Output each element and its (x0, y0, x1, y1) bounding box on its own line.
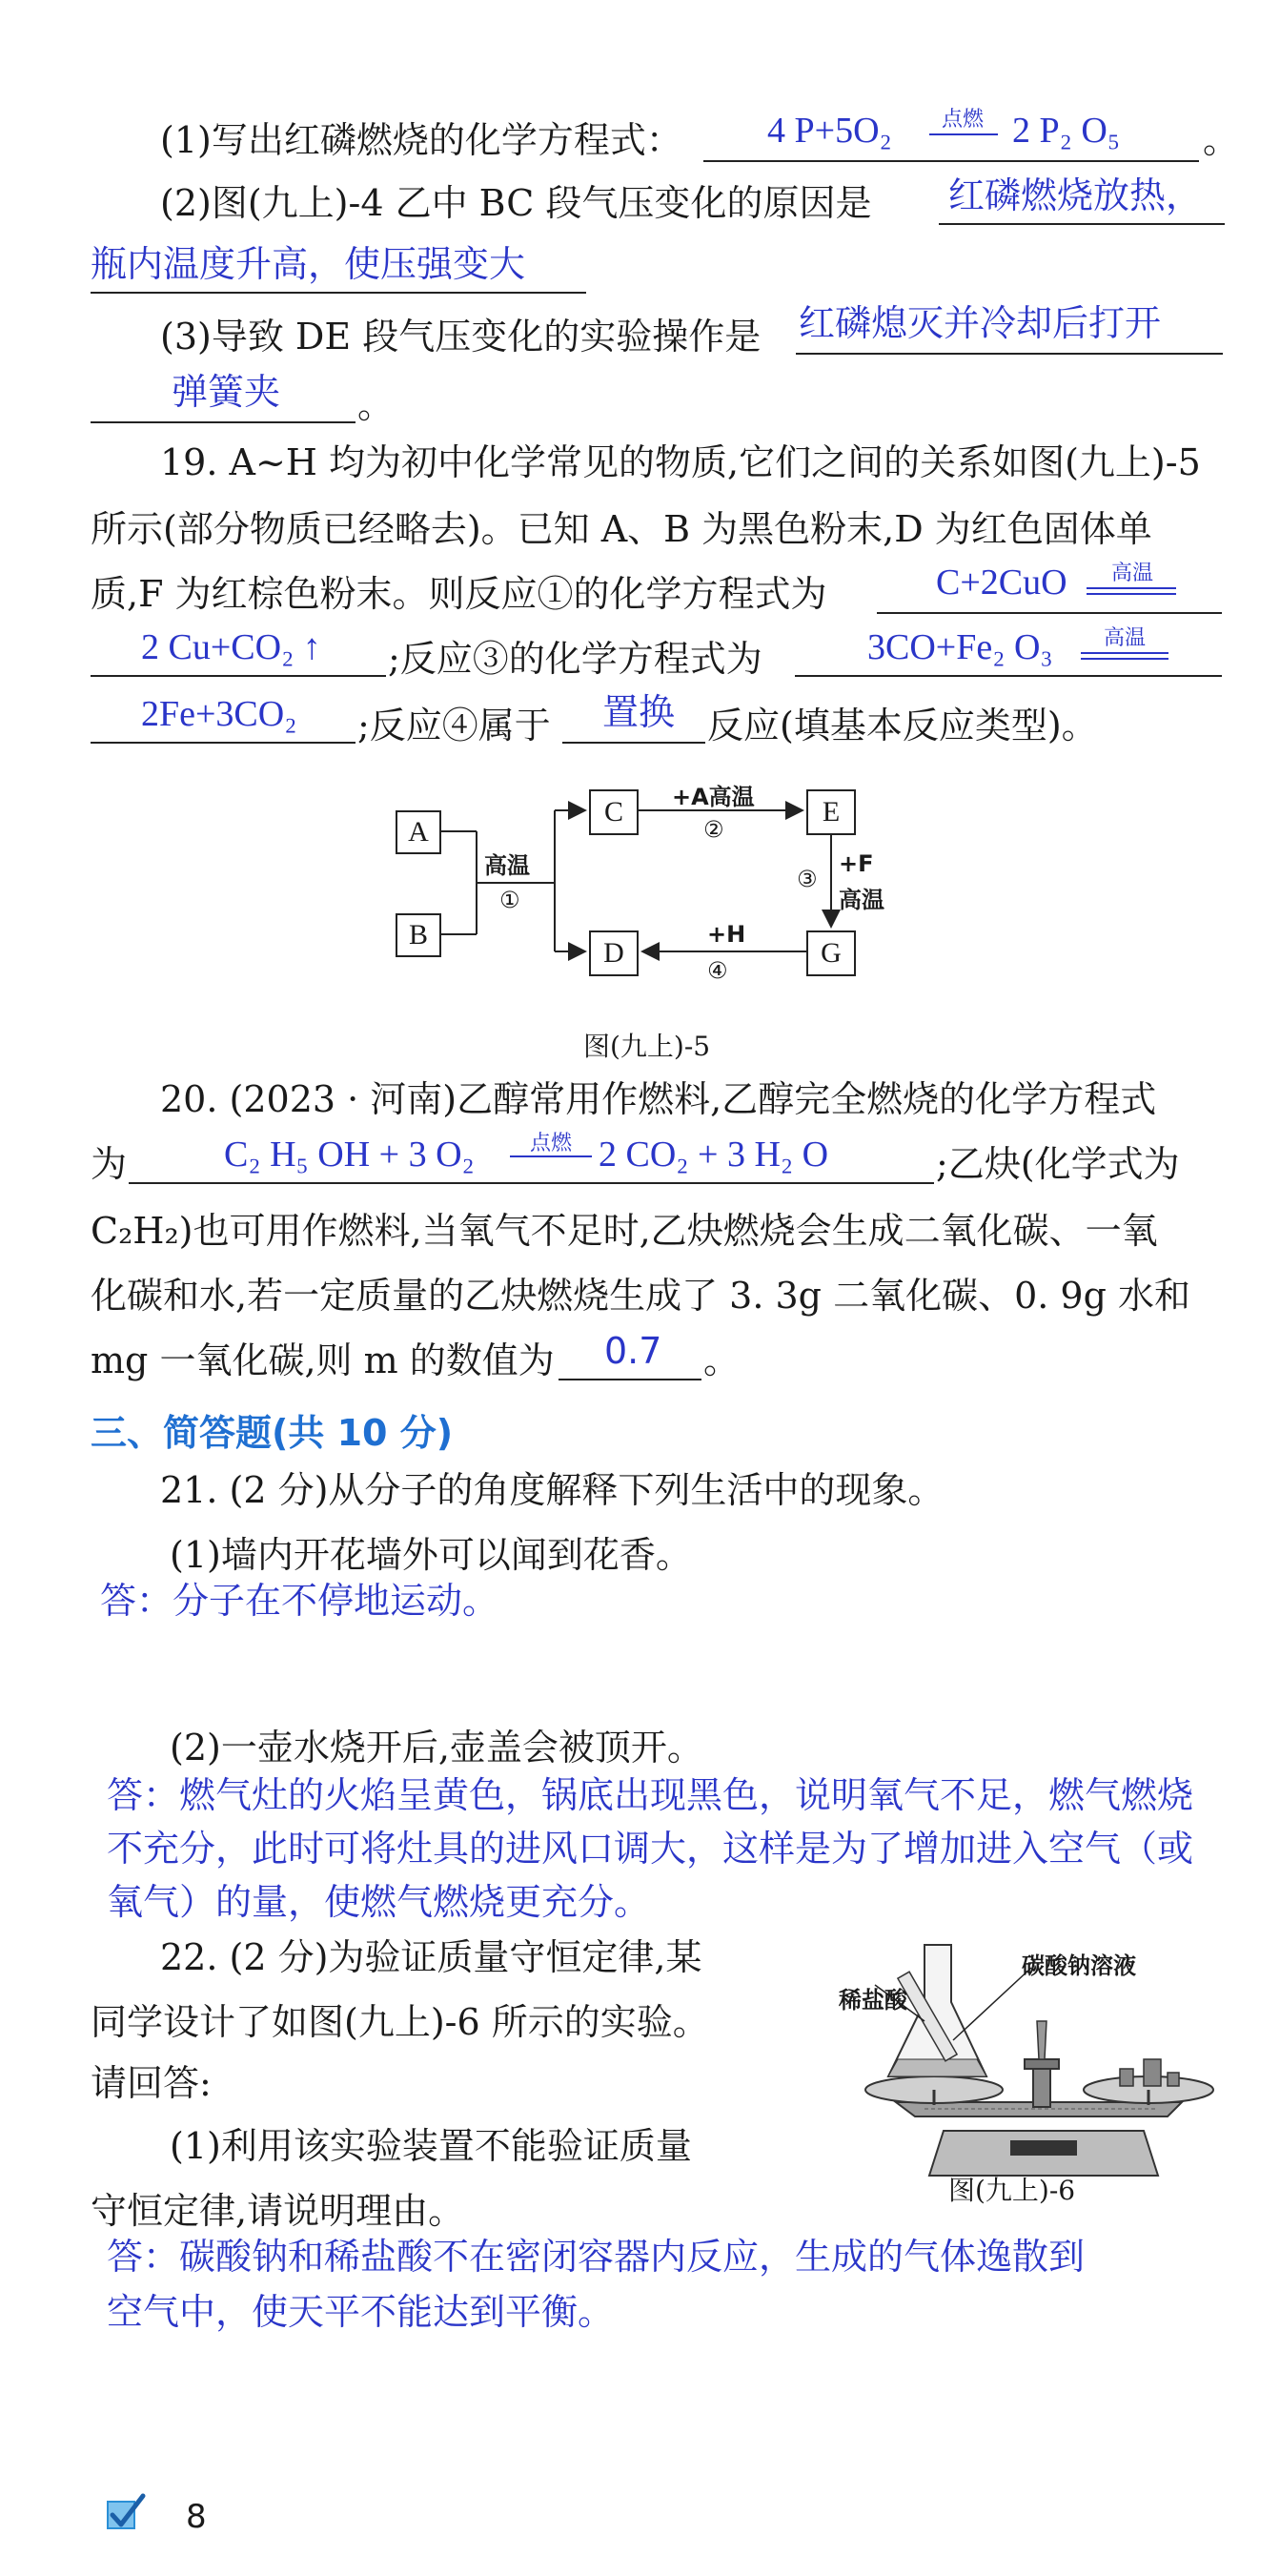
q21-part1: (1)墙内开花墙外可以闻到花香。 (170, 1534, 692, 1576)
node-c: C (589, 789, 639, 835)
q21-part2-answer-1: 答：燃气灶的火焰呈黄色，锅底出现黑色，说明氧气不足，燃气燃烧 (107, 1774, 1194, 1816)
period: 。 (1203, 119, 1240, 161)
q18-part3-answer-1: 红磷熄灭并冷却后打开 (799, 302, 1162, 344)
answer-blank (129, 1182, 934, 1184)
q20-eq-right: 2 CO₂ + 3 H₂ O (599, 1135, 829, 1175)
q18-part2-label: (2)图(九上)-4 乙中 BC 段气压变化的原因是 (160, 182, 872, 224)
page-number: 8 (186, 2498, 207, 2536)
period: 。 (703, 1339, 741, 1381)
section-title: 三、简答题(共 10 分) (91, 1412, 454, 1454)
node-d: D (589, 930, 639, 976)
node-a: A (396, 810, 441, 854)
q20-line5: mg 一氧化碳,则 m 的数值为 (91, 1339, 555, 1381)
q19-eq1-condition: 高温 (1110, 562, 1153, 585)
q18-eq-left: 4 P+5O₂ (767, 111, 892, 151)
label-reaction-2: ② (703, 816, 724, 843)
q19-line5-end: 反应(填基本反应类型)。 (707, 705, 1098, 746)
q22-line3: 请回答: (91, 2062, 212, 2104)
q20-line2-end: ;乙炔(化学式为 (936, 1143, 1180, 1185)
q21-part2-answer-3: 氧气）的量，使燃气燃烧更充分。 (107, 1881, 651, 1923)
q18-part1-label: (1)写出红磷燃烧的化学方程式： (160, 119, 682, 161)
q20-line4: 化碳和水,若一定质量的乙炔燃烧生成了 3. 3g 二氧化碳、0. 9g 水和 (91, 1275, 1190, 1317)
label-gaowen: 高温 (484, 852, 530, 879)
q19-line4: ;反应③的化学方程式为 (388, 638, 762, 680)
q19-eq3-left: 3CO+Fe₂ O₃ (867, 627, 1053, 667)
label-sodium-carbonate: 碳酸钠溶液 (1022, 1952, 1136, 1979)
q19-eq1-left: C+2CuO (936, 562, 1067, 603)
q18-part3-label: (3)导致 DE 段气压变化的实验操作是 (160, 316, 762, 358)
period: 。 (357, 384, 395, 426)
diagram-arrows (0, 0, 1280, 1030)
label-reaction-3: ③ (797, 866, 818, 892)
q18-part2-answer-2: 瓶内温度升高，使压强变大 (91, 243, 526, 285)
q18-part3-answer-2: 弹簧夹 (172, 371, 281, 413)
q21-stem: 21. (2 分)从分子的角度解释下列生活中的现象。 (160, 1469, 945, 1511)
q18-eq-condition: 点燃 (941, 108, 984, 132)
label-reaction-4: ④ (707, 957, 728, 984)
q19-line5: ;反应④属于 (357, 705, 551, 746)
q22-line4: (1)利用该实验装置不能验证质量 (170, 2125, 692, 2167)
q19-eq3-right: 2Fe+3CO₂ (141, 694, 297, 734)
condition-bar (510, 1155, 592, 1157)
q18-eq-right: 2 P₂ O₅ (1012, 111, 1121, 151)
q19-line1: 19. A~H 均为初中化学常见的物质,它们之间的关系如图(九上)-5 (160, 441, 1201, 483)
q19-reaction-type-answer: 置换 (602, 691, 676, 733)
q22-answer-1: 答：碳酸钠和稀盐酸不在密闭容器内反应，生成的气体逸散到 (107, 2236, 1086, 2278)
q20-eq-condition: 点燃 (529, 1132, 572, 1155)
node-e: E (806, 789, 856, 835)
q19-line3: 质,F 为红棕色粉末。则反应①的化学方程式为 (91, 573, 827, 615)
q18-part2-answer-1: 红磷燃烧放热， (948, 174, 1203, 216)
checkbox-icon (105, 2492, 143, 2530)
label-plus-h: +H (707, 921, 746, 948)
figure-caption: 图(九上)-5 (583, 1031, 711, 1062)
label-reaction-1: ① (499, 887, 520, 913)
answer-blank (559, 1379, 701, 1380)
q19-line2: 所示(部分物质已经略去)。已知 A、B 为黑色粉末,D 为红色固体单 (91, 508, 1152, 550)
q21-part2-answer-2: 不充分，此时可将灶具的进风口调大，这样是为了增加进入空气（或 (107, 1828, 1194, 1870)
q22-line5: 守恒定律,请说明理由。 (91, 2190, 465, 2232)
q20-wei: 为 (91, 1143, 128, 1185)
figure-caption-6: 图(九上)-6 (948, 2175, 1076, 2206)
q21-part2: (2)一壶水烧开后,壶盖会被顶开。 (170, 1727, 703, 1768)
q19-eq3-condition: 高温 (1103, 626, 1146, 650)
q21-part1-answer: 答：分子在不停地运动。 (100, 1580, 499, 1622)
label-gaowen-2: 高温 (839, 887, 884, 913)
q20-line3: C₂H₂)也可用作燃料,当氧气不足时,乙炔燃烧会生成二氧化碳、一氧 (91, 1210, 1158, 1252)
q22-line2: 同学设计了如图(九上)-6 所示的实验。 (91, 2001, 709, 2043)
label-plus-a-gaowen: +A高温 (672, 784, 755, 810)
q19-eq1-right: 2 Cu+CO₂ ↑ (141, 627, 321, 667)
q20-eq-left: C₂ H₅ OH + 3 O₂ (224, 1135, 475, 1175)
q20-m-answer: 0.7 (604, 1330, 662, 1372)
q22-answer-2: 空气中，使天平不能达到平衡。 (107, 2291, 615, 2333)
node-g: G (806, 930, 856, 976)
label-plus-f: +F (839, 850, 874, 877)
label-dilute-hcl: 稀盐酸 (839, 1987, 907, 2014)
node-b: B (396, 913, 441, 957)
q22-line1: 22. (2 分)为验证质量守恒定律,某 (160, 1936, 702, 1978)
q20-line1: 20. (2023 · 河南)乙醇常用作燃料,乙醇完全燃烧的化学方程式 (160, 1078, 1157, 1120)
